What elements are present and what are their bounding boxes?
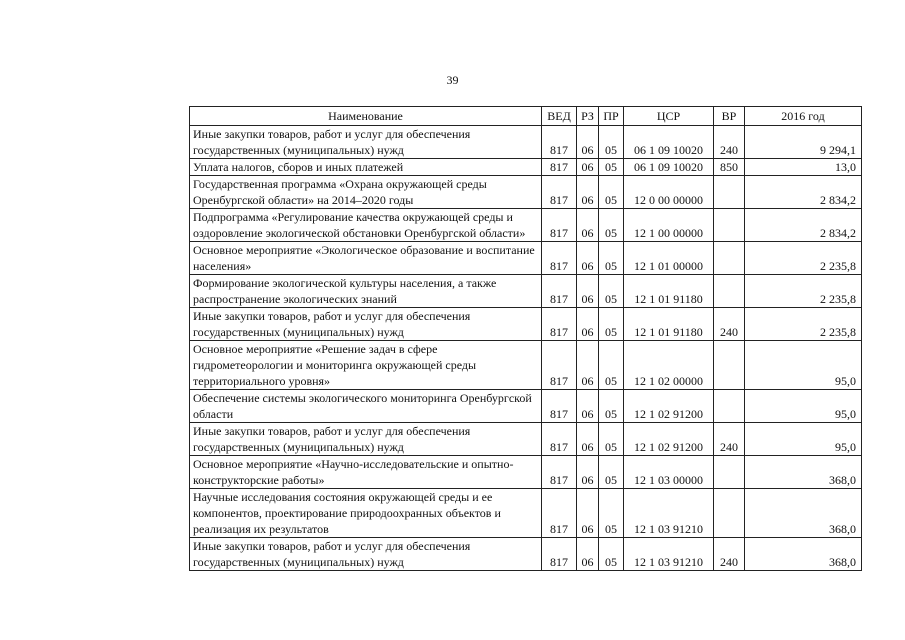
cell-vr: 240 [714,423,745,456]
cell-rz: 06 [577,390,599,423]
cell-vr [714,341,745,390]
cell-pr: 05 [599,390,624,423]
table-body [190,126,862,571]
cell-name: Иные закупки товаров, работ и услуг для обеспечения государственных (муниципальных) нужд [190,423,542,456]
cell-name: Формирование экологической культуры населения, а также распространение экологических знаний [190,275,542,308]
cell-ved: 817 [542,341,577,390]
cell-csr: 12 1 01 00000 [624,242,714,275]
cell-pr: 05 [599,176,624,209]
cell-amount: 2 834,2 [745,176,862,209]
budget-table [189,106,862,571]
table-header-row [190,107,862,126]
cell-vr [714,390,745,423]
cell-rz: 06 [577,126,599,159]
cell-csr: 12 0 00 00000 [624,176,714,209]
table-row [190,390,862,423]
cell-vr: 240 [714,126,745,159]
cell-amount: 368,0 [745,456,862,489]
cell-amount: 2 834,2 [745,209,862,242]
table-row [190,126,862,159]
cell-amount: 2 235,8 [745,242,862,275]
cell-name: Основное мероприятие «Экологическое образование и воспитание населения» [190,242,542,275]
cell-csr: 12 1 03 91210 [624,538,714,571]
cell-ved: 817 [542,308,577,341]
cell-pr: 05 [599,423,624,456]
cell-name: Научные исследования состояния окружающей среды и ее компонентов, проектирование природоохранных объектов и реализация их результатов [190,489,542,538]
cell-amount: 13,0 [745,159,862,176]
cell-ved: 817 [542,456,577,489]
cell-ved: 817 [542,390,577,423]
cell-rz: 06 [577,209,599,242]
cell-ved: 817 [542,242,577,275]
cell-vr: 240 [714,538,745,571]
table-row [190,489,862,538]
cell-csr: 12 1 00 00000 [624,209,714,242]
header-ved: ВЕД [542,107,577,126]
cell-amount: 95,0 [745,423,862,456]
table-row [190,423,862,456]
cell-name: Основное мероприятие «Научно-исследовательские и опытно-конструкторские работы» [190,456,542,489]
cell-pr: 05 [599,159,624,176]
cell-name: Подпрограмма «Регулирование качества окружающей среды и оздоровление экологической обстановки Оренбургской области» [190,209,542,242]
cell-rz: 06 [577,176,599,209]
cell-ved: 817 [542,159,577,176]
cell-pr: 05 [599,242,624,275]
cell-rz: 06 [577,159,599,176]
cell-csr: 12 1 02 00000 [624,341,714,390]
table-row [190,275,862,308]
cell-csr: 12 1 03 00000 [624,456,714,489]
cell-pr: 05 [599,308,624,341]
cell-vr [714,209,745,242]
cell-pr: 05 [599,489,624,538]
cell-name: Обеспечение системы экологического мониторинга Оренбургской области [190,390,542,423]
header-year: 2016 год [745,107,862,126]
cell-csr: 12 1 02 91200 [624,423,714,456]
table-row [190,209,862,242]
header-rz: РЗ [577,107,599,126]
cell-rz: 06 [577,341,599,390]
header-vr: ВР [714,107,745,126]
cell-vr [714,489,745,538]
header-csr: ЦСР [624,107,714,126]
cell-pr: 05 [599,126,624,159]
cell-vr [714,456,745,489]
cell-pr: 05 [599,209,624,242]
table-row [190,538,862,571]
cell-pr: 05 [599,456,624,489]
cell-name: Иные закупки товаров, работ и услуг для обеспечения государственных (муниципальных) нужд [190,538,542,571]
cell-rz: 06 [577,275,599,308]
cell-vr [714,176,745,209]
cell-amount: 368,0 [745,538,862,571]
cell-vr: 850 [714,159,745,176]
cell-pr: 05 [599,275,624,308]
header-pr: ПР [599,107,624,126]
cell-ved: 817 [542,126,577,159]
cell-rz: 06 [577,242,599,275]
cell-vr [714,275,745,308]
cell-csr: 12 1 03 91210 [624,489,714,538]
cell-ved: 817 [542,538,577,571]
cell-rz: 06 [577,456,599,489]
cell-rz: 06 [577,489,599,538]
cell-ved: 817 [542,209,577,242]
table-row [190,308,862,341]
cell-rz: 06 [577,308,599,341]
cell-ved: 817 [542,176,577,209]
cell-pr: 05 [599,341,624,390]
cell-name: Иные закупки товаров, работ и услуг для обеспечения государственных (муниципальных) нужд [190,308,542,341]
cell-amount: 2 235,8 [745,308,862,341]
cell-ved: 817 [542,423,577,456]
table-row [190,341,862,390]
cell-rz: 06 [577,423,599,456]
cell-pr: 05 [599,538,624,571]
table-row [190,242,862,275]
cell-csr: 12 1 02 91200 [624,390,714,423]
cell-name: Государственная программа «Охрана окружающей среды Оренбургской области» на 2014–2020 годы [190,176,542,209]
cell-ved: 817 [542,489,577,538]
cell-name: Уплата налогов, сборов и иных платежей [190,159,542,176]
table-row [190,176,862,209]
cell-amount: 95,0 [745,390,862,423]
table-row [190,159,862,176]
table-row [190,456,862,489]
cell-amount: 2 235,8 [745,275,862,308]
page-number: 39 [446,73,459,87]
cell-amount: 368,0 [745,489,862,538]
cell-csr: 06 1 09 10020 [624,126,714,159]
cell-csr: 12 1 01 91180 [624,308,714,341]
cell-vr [714,242,745,275]
cell-vr: 240 [714,308,745,341]
cell-csr: 12 1 01 91180 [624,275,714,308]
cell-ved: 817 [542,275,577,308]
cell-csr: 06 1 09 10020 [624,159,714,176]
cell-rz: 06 [577,538,599,571]
header-name: Наименование [190,107,542,126]
cell-name: Основное мероприятие «Решение задач в сфере гидрометеорологии и мониторинга окружающей среды территориального уровня» [190,341,542,390]
cell-name: Иные закупки товаров, работ и услуг для обеспечения государственных (муниципальных) нужд [190,126,542,159]
cell-amount: 95,0 [745,341,862,390]
cell-amount: 9 294,1 [745,126,862,159]
